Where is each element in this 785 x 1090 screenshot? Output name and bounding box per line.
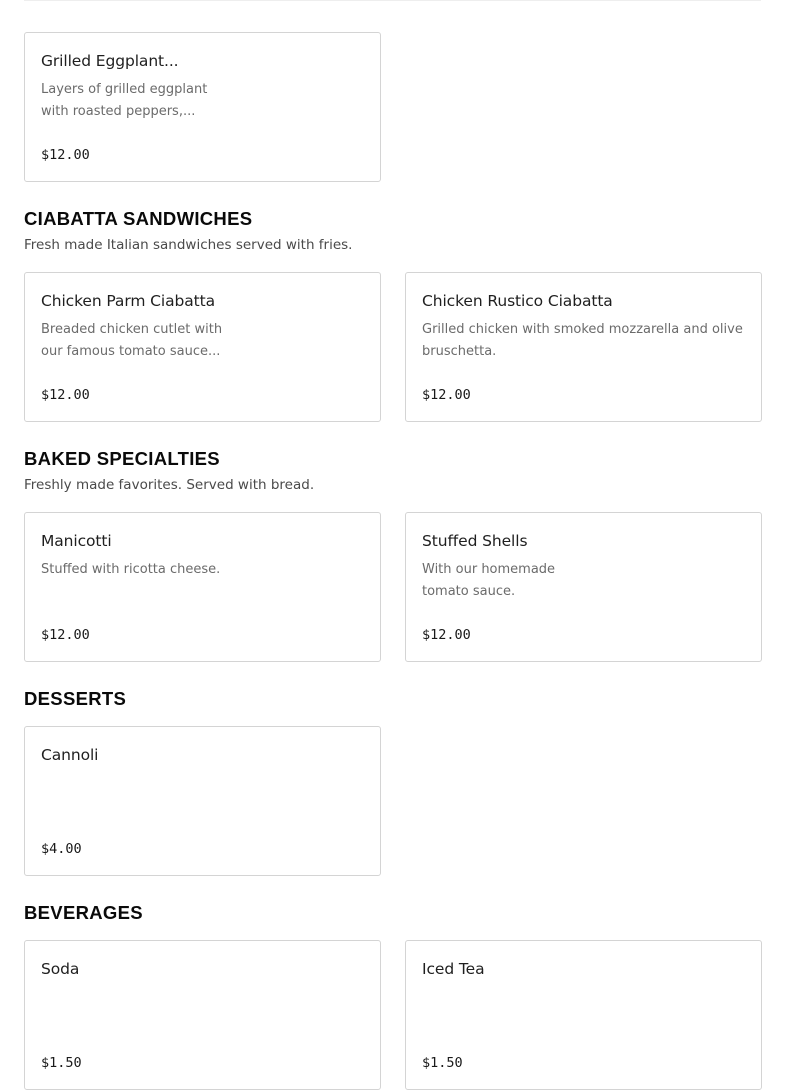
menu-item-card-iced-tea[interactable] xyxy=(405,940,762,1090)
menu-item-price: $12.00 xyxy=(41,627,90,643)
menu-item-price: $4.00 xyxy=(41,841,82,857)
menu-item-name: Manicotti xyxy=(41,532,112,550)
menu-item-price: $12.00 xyxy=(422,627,471,643)
menu-item-price: $12.00 xyxy=(41,147,90,163)
menu-item-price: $1.50 xyxy=(41,1055,82,1071)
menu-item-name: Chicken Rustico Ciabatta xyxy=(422,292,613,310)
menu-item-card-grilled-eggplant[interactable] xyxy=(24,32,381,182)
menu-item-name: Soda xyxy=(41,960,80,978)
section-title-beverages: BEVERAGES xyxy=(24,902,143,923)
menu-item-name: Chicken Parm Ciabatta xyxy=(41,292,215,310)
menu-item-description: Stuffed with ricotta cheese. xyxy=(41,562,221,577)
menu-item-name: Cannoli xyxy=(41,746,99,764)
menu-item-card-stuffed-shells[interactable] xyxy=(405,512,762,662)
menu-item-card-manicotti[interactable] xyxy=(24,512,381,662)
menu-item-name: Stuffed Shells xyxy=(422,532,528,550)
menu-item-description: Layers of grilled eggplant with roasted peppers,... xyxy=(41,82,208,119)
menu-item-description: Grilled chicken with smoked mozzarella and olive bruschetta. xyxy=(422,322,743,359)
menu-item-price: $12.00 xyxy=(422,387,471,403)
menu-item-card-chicken-parm-ciabatta[interactable] xyxy=(24,272,381,422)
menu-item-card-chicken-rustico-ciabatta[interactable] xyxy=(405,272,762,422)
menu-item-price: $1.50 xyxy=(422,1055,463,1071)
menu-item-card-cannoli[interactable] xyxy=(24,726,381,876)
menu-item-name: Grilled Eggplant... xyxy=(41,52,179,70)
menu-item-name: Iced Tea xyxy=(422,960,485,978)
section-title-desserts: DESSERTS xyxy=(24,688,127,709)
menu-item-card-soda[interactable] xyxy=(24,940,381,1090)
menu-item-description: With our homemade tomato sauce. xyxy=(422,562,556,599)
menu-item-price: $12.00 xyxy=(41,387,90,403)
menu-item-description: Breaded chicken cutlet with our famous tomato sauce... xyxy=(41,322,223,359)
section-subtitle-ciabatta: Fresh made Italian sandwiches served with fries. xyxy=(24,237,353,253)
section-divider xyxy=(24,0,761,1)
section-subtitle-baked-specialties: Freshly made favorites. Served with bread. xyxy=(24,477,315,493)
section-title-baked-specialties: BAKED SPECIALTIES xyxy=(24,448,220,469)
section-title-ciabatta: CIABATTA SANDWICHES xyxy=(24,208,253,229)
